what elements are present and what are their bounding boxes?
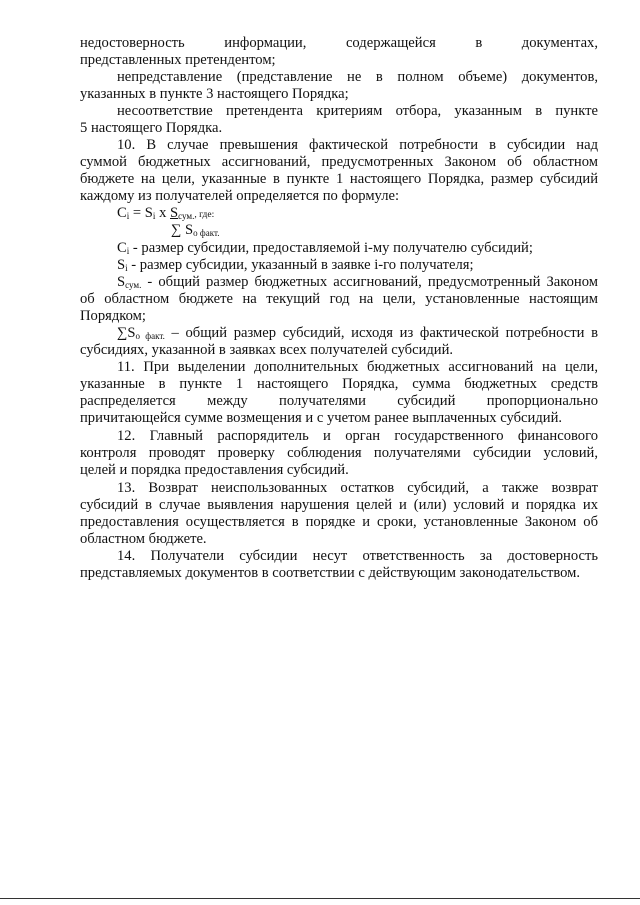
formula-denominator: ∑ $S_{о факт.}$ — [171, 222, 220, 238]
text-line: бюджете на цели, указанные в пункте 1 настоящего Порядка, размер субсидий — [80, 171, 598, 187]
definition-ci: $C_i$ - размер субсидии, предоставляемой i-му получателю субсидий; — [117, 240, 533, 256]
text-line: указанных в пункте 3 настоящего Порядка; — [80, 86, 349, 102]
text-line: распределяется между получателями субсидий пропорционально — [80, 393, 598, 409]
text-line: контроля проводят проверку соблюдения получателями субсидии условий, — [80, 445, 598, 461]
text-line: областном бюджете. — [80, 531, 207, 547]
paragraph-12-line: 12. Главный распорядитель и орган государственного финансового — [117, 428, 598, 444]
text-line: несоответствие претендента критериям отбора, указанным в пункте — [117, 103, 598, 119]
text-line: недостоверность информации, содержащейся в документах, — [80, 35, 598, 51]
definition-s-sum: $S_{сум.}$ - общий размер бюджетных ассигнований, предусмотренный Законом — [117, 274, 598, 290]
text-line: 5 настоящего Порядка. — [80, 120, 223, 136]
paragraph-10-line: 10. В случае превышения фактической потребности в субсидии над — [117, 137, 598, 153]
formula-numerator: $S_{сум.}$ — [170, 205, 195, 221]
definition-sigma: $\sum S_{о факт.}$ – общий размер субсидий, исходя из фактической потребности в — [117, 325, 598, 341]
text-line: Порядком; — [80, 308, 146, 324]
paragraph-13-line: 13. Возврат неиспользованных остатков субсидий, а также возврат — [117, 480, 598, 496]
text-line: субсидиях, указанной в заявках всех получателей субсидий. — [80, 342, 454, 358]
text-line: об областном бюджете на текущий год на цели, установленные настоящим — [80, 291, 598, 307]
text-line: непредставление (представление не в полном объеме) документов, — [117, 69, 598, 85]
text-line: представленных претендентом; — [80, 52, 276, 68]
formula: $C_i = S_i$ x $S_{сум.}$, где: — [117, 205, 215, 221]
text-line: субсидий в случае выявления нарушения целей и (или) условий и порядка их — [80, 497, 598, 513]
definition-si: $S_i$ - размер субсидии, указанный в заявке i-го получателя; — [117, 257, 474, 273]
text-line: предоставления осуществляется в порядке и сроки, установленные Законом об — [80, 514, 598, 530]
paragraph-14-line: 14. Получатели субсидии несут ответственность за достоверность — [117, 548, 598, 564]
text-line: причитающейся сумме возмещения и с учетом ранее выплаченных субсидий. — [80, 410, 563, 426]
text-line: целей и порядка предоставления субсидий. — [80, 462, 349, 478]
bottom-rule — [0, 898, 640, 899]
text-line: представляемых документов в соответствии с действующим законодательством. — [80, 565, 581, 581]
text-line: каждому из получателей определяется по формуле: — [80, 188, 400, 204]
text-line: указанные в пункте 1 настоящего Порядка, сумма бюджетных средств — [80, 376, 598, 392]
paragraph-11-line: 11. При выделении дополнительных бюджетных ассигнований на цели, — [117, 359, 598, 375]
text-line: суммой бюджетных ассигнований, предусмотренных Законом об областном — [80, 154, 598, 170]
